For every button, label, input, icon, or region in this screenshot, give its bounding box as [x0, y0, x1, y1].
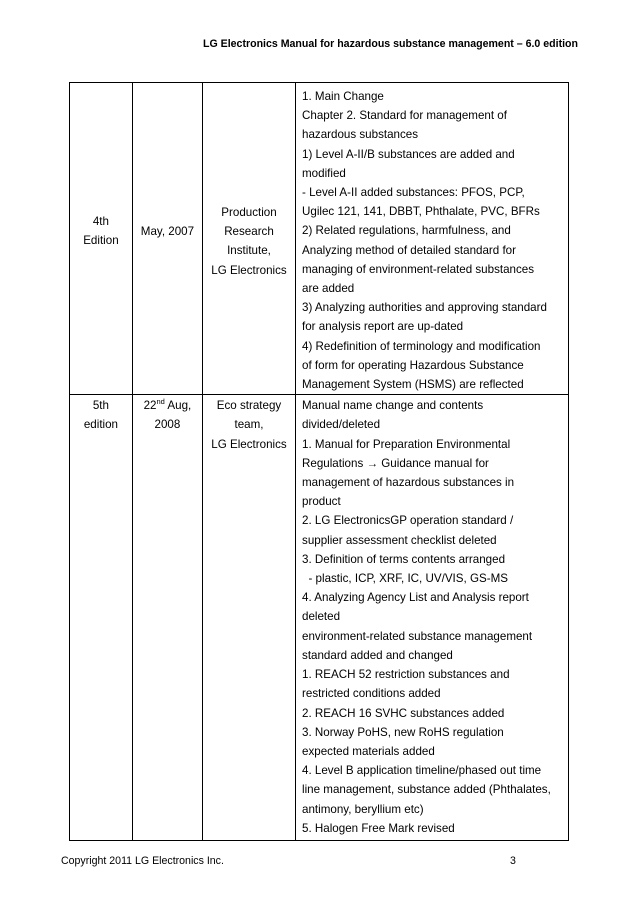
date-day: 22: [143, 399, 157, 413]
description-line: supplier assessment checklist deleted: [302, 533, 497, 547]
description-line: 2. REACH 16 SVHC substances added: [302, 706, 505, 720]
description-line: for analysis report are up-dated: [302, 320, 464, 334]
organization-cell: [202, 395, 295, 841]
description-line: Chapter 2. Standard for management of: [302, 109, 507, 123]
description-line: 4) Redefinition of terminology and modification: [302, 339, 541, 353]
description-line: management of hazardous substances in: [302, 476, 515, 490]
organization-text: Institute,: [227, 244, 271, 258]
description-line: managing of environment-related substances: [302, 262, 535, 276]
edition-cell: [70, 395, 133, 841]
description-line: hazardous substances: [302, 128, 419, 142]
description-line: 1. Manual for Preparation Environmental: [302, 437, 511, 451]
date-cell: [132, 395, 202, 841]
table-row: [70, 395, 569, 841]
organization-text: LG Electronics: [211, 263, 287, 277]
date-cell: [132, 83, 202, 395]
description-line: product: [302, 495, 341, 509]
edition-cell: [70, 83, 133, 395]
header-title: LG Electronics Manual for hazardous substance management – 6.0 edition: [203, 38, 578, 50]
date-year: 2008: [154, 418, 181, 432]
description-cell: [296, 83, 569, 395]
description-line: Management System (HSMS) are reflected: [302, 378, 524, 392]
edition-text: 4th: [92, 215, 109, 228]
organization-text: LG Electronics: [211, 437, 287, 451]
description-line: 2) Related regulations, harmfulness, and: [302, 224, 511, 238]
organization-text: Eco strategy: [216, 399, 282, 413]
date-month: Aug,: [164, 399, 192, 413]
description-line: modified: [302, 166, 346, 180]
date-text: [133, 396, 202, 415]
edition-text: edition: [83, 418, 119, 432]
description-line: 1. REACH 52 restriction substances and: [302, 668, 510, 682]
revision-history-table: [69, 82, 569, 841]
description-line: 3. Norway PoHS, new RoHS regulation: [302, 725, 504, 739]
description-line: 1. Main Change: [302, 90, 384, 103]
edition-text: 5th: [92, 399, 109, 413]
footer-copyright: Copyright 2011 LG Electronics Inc.: [61, 855, 224, 867]
organization-text: team,: [234, 418, 264, 432]
description-line: 5. Halogen Free Mark revised: [302, 821, 455, 835]
organization-cell: [202, 83, 295, 395]
description-line: line management, substance added (Phthalates,: [302, 783, 551, 797]
description-line: environment-related substance management: [302, 629, 533, 643]
organization-text: Research: [224, 225, 274, 239]
description-line: 3. Definition of terms contents arranged: [302, 552, 506, 566]
description-line: 4. Analyzing Agency List and Analysis report: [302, 591, 529, 605]
description-cell: [296, 395, 569, 841]
description-line: Regulations → Guidance manual for: [302, 456, 489, 470]
description-line: of form for operating Hazardous Substance: [302, 358, 524, 372]
organization-text: Production: [221, 206, 277, 219]
description-line: - Level A-II added substances: PFOS, PCP,: [302, 186, 525, 200]
table-row: [70, 83, 569, 395]
description-line: antimony, beryllium etc): [302, 802, 424, 816]
description-line: restricted conditions added: [302, 687, 441, 701]
description-line: Ugilec 121, 141, DBBT, Phthalate, PVC, BFRs: [302, 205, 540, 219]
description-line: 2. LG ElectronicsGP operation standard /: [302, 514, 514, 528]
description-line: 1) Level A-II/B substances are added and: [302, 147, 515, 161]
description-line: 4. Level B application timeline/phased out time: [302, 764, 542, 778]
footer-page-number: 3: [510, 855, 516, 867]
description-line: Manual name change and contents: [302, 399, 484, 413]
description-line: are added: [302, 282, 355, 296]
description-line: divided/deleted: [302, 418, 381, 432]
description-line: expected materials added: [302, 744, 435, 758]
description-line: standard added and changed: [302, 648, 453, 662]
date-text: May, 2007: [140, 225, 195, 238]
description-line: - plastic, ICP, XRF, IC, UV/VIS, GS-MS: [302, 572, 508, 586]
description-line: Analyzing method of detailed standard for: [302, 243, 516, 257]
description-line: deleted: [302, 610, 341, 624]
date-ordinal-suffix: nd: [156, 397, 165, 407]
description-line: 3) Analyzing authorities and approving standard: [302, 301, 547, 315]
edition-text: Edition: [83, 234, 119, 248]
